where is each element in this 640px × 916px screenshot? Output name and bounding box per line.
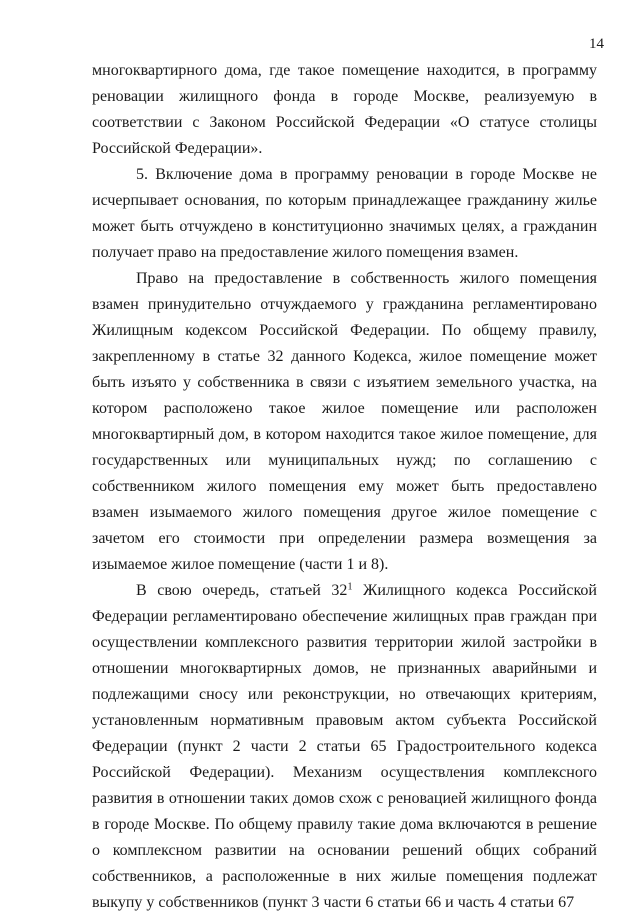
paragraph-right-to-housing: Право на предоставление в собственность жилого помещения взамен принудительно отчуждаемого у гражданина регламентировано Жилищным кодексом Российской Федерации. По общему правилу, закрепленному в статье 32 данного Кодекса, жилое помещение может быть изъято у собственника в связи с изъятием земельного участка, на котором расположено такое жилое помещение или расположен многоквартирный дом, в котором находится такое жилое помещение, для государственных или муниципальных нужд; по соглашению с собственником жилого помещения ему может быть предоставлено взамен изымаемого жилого помещения другое жилое помещение с зачетом его стоимости при определении размера возмещения за изымаемое жилое помещение (части 1 и 8). (92, 270, 597, 573)
paragraph-article-32-1 (92, 578, 597, 916)
paragraph-continuation: многоквартирного дома, где такое помещение находится, в программу реновации жилищного фонда в городе Москве, реализуемую в соответствии с Законом Российской Федерации «О статусе столицы Российской Федерации». (92, 62, 597, 157)
paragraph-lead: В свою очередь, статьей 32 (136, 582, 348, 599)
paragraph-body: Жилищного кодекса Российской Федерации регламентировано обеспечение жилищных прав граждан при осуществлении комплексного развития территории жилой застройки в отношении многоквартирных домов, не признанных аварийными и подлежащими сносу или реконструкции, но отвечающих критериям, установленным нормативным правовым актом субъекта Российской Федерации (пункт 2 части 2 статьи 65 Градостроительного кодекса Российской Федерации). Механизм осуществления комплексного развития в отношении таких домов схож с реновацией жилищного фонда в городе Москве. По общему правилу такие дома включаются в решение о комплексном развитии на основании решений общих собраний собственников, а расположенные в них жилые помещения подлежат выкупу у собственников (пункт 3 части 6 статьи 66 и часть 4 статьи 67 (92, 582, 597, 911)
document-body (92, 58, 597, 916)
page-number: 14 (589, 36, 604, 52)
paragraph-item-5: 5. Включение дома в программу реновации в городе Москве не исчерпывает основания, по которым принадлежащее гражданину жилье может быть отчуждено в конституционно значимых целях, а гражданин получает право на предоставление жилого помещения взамен. (92, 166, 597, 261)
article-superscript: 1 (347, 581, 353, 593)
